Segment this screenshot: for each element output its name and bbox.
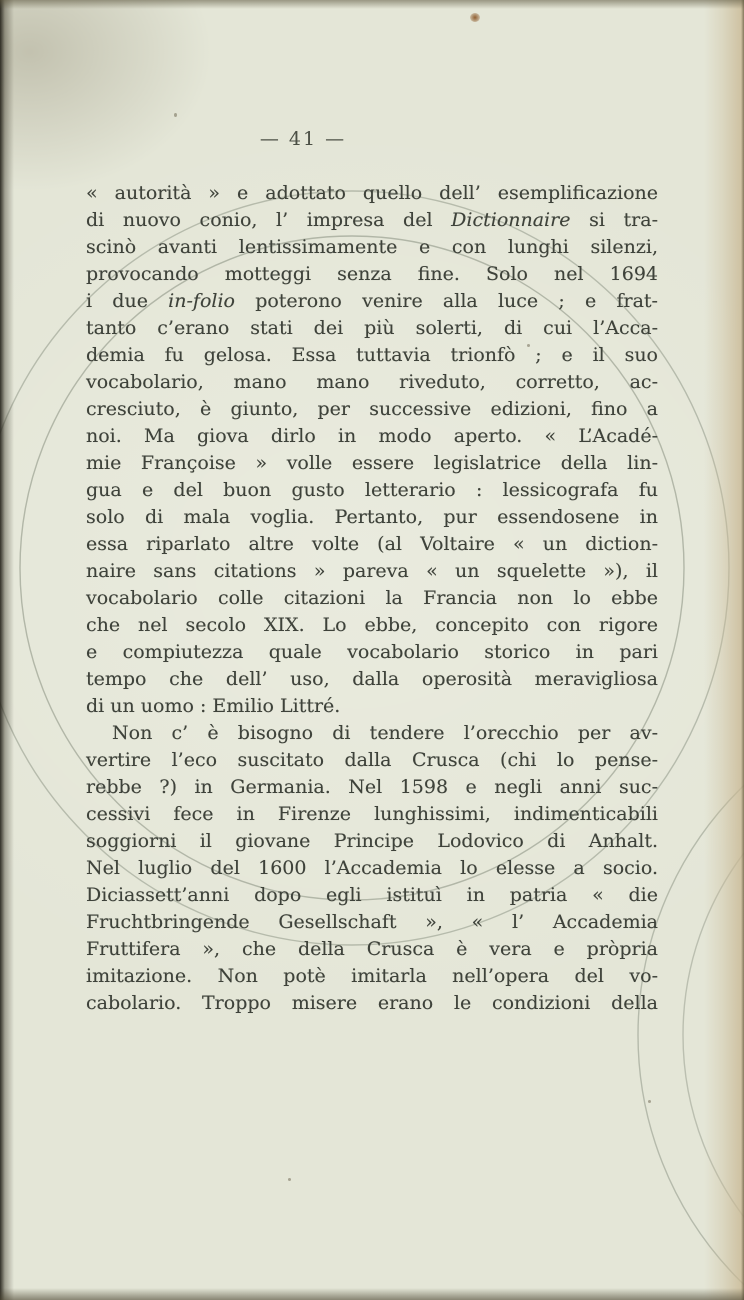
text-segment: si tra- xyxy=(570,209,658,231)
text-line xyxy=(86,639,658,666)
text-line xyxy=(86,963,658,990)
text-segment: e compiutezza quale vocabolario storico in pari xyxy=(86,641,658,663)
text-segment: imitazione. Non potè imitarla nell’opera del vo- xyxy=(86,965,658,987)
text-line xyxy=(86,828,658,855)
text-segment: Non c’ è bisogno di tendere l’orecchio per av- xyxy=(112,722,658,744)
text-line xyxy=(86,666,658,693)
paper-speck xyxy=(648,1100,651,1103)
page-number: — 41 — xyxy=(259,128,347,150)
text-line xyxy=(86,261,658,288)
text-line xyxy=(86,774,658,801)
text-segment: cessivi fece in Firenze lunghissimi, indimenticabili xyxy=(86,803,658,825)
text-line xyxy=(86,585,658,612)
text-line xyxy=(86,207,658,234)
text-line xyxy=(86,369,658,396)
italic-text-segment: in-folio xyxy=(168,290,235,312)
text-line xyxy=(86,801,658,828)
text-line xyxy=(86,180,658,207)
text-segment: vertire l’eco suscitato dalla Crusca (chi lo pense- xyxy=(86,749,658,771)
text-segment: demia fu gelosa. Essa tuttavia trionfò ; e il suo xyxy=(86,344,658,366)
text-line xyxy=(86,342,658,369)
text-segment: di nuovo conio, l’ impresa del xyxy=(86,209,452,231)
text-line xyxy=(86,612,658,639)
text-line xyxy=(86,477,658,504)
text-line xyxy=(86,315,658,342)
text-segment: essa riparlato altre volte (al Voltaire « un diction- xyxy=(86,533,658,555)
text-line xyxy=(86,747,658,774)
text-segment: i due xyxy=(86,290,169,312)
text-line xyxy=(86,396,658,423)
text-line xyxy=(86,288,658,315)
text-segment: cabolario. Troppo misere erano le condizioni della xyxy=(86,992,658,1014)
text-line xyxy=(86,693,658,720)
text-segment: tanto c’erano stati dei più solerti, di cui l’Acca- xyxy=(86,317,658,339)
paper-speck xyxy=(288,1178,291,1181)
text-segment: Diciassett’anni dopo egli istituì in patria « die xyxy=(86,884,658,906)
text-segment: Fruchtbringende Gesellschaft », « l’ Accademia xyxy=(86,911,658,933)
text-line xyxy=(86,936,658,963)
text-segment: scinò avanti lentissimamente e con lunghi silenzi, xyxy=(86,236,658,258)
text-segment: di un uomo : Emilio Littré. xyxy=(86,695,341,717)
page-edge-left xyxy=(0,0,14,1300)
text-line xyxy=(86,558,658,585)
text-line xyxy=(86,504,658,531)
text-line xyxy=(86,882,658,909)
text-line xyxy=(86,855,658,882)
paper-speck xyxy=(527,344,530,347)
paper-speck xyxy=(174,113,177,117)
foxing-spot xyxy=(470,13,480,22)
italic-text-segment: Dictionnaire xyxy=(451,209,571,231)
text-segment: cresciuto, è giunto, per successive edizioni, fino a xyxy=(86,398,658,420)
text-line xyxy=(86,720,658,747)
text-segment: Nel luglio del 1600 l’Accademia lo elesse a socio. xyxy=(86,857,658,879)
page-edge-right xyxy=(704,0,744,1300)
text-segment: naire sans citations » pareva « un squelette »), il xyxy=(86,560,658,582)
text-segment: « autorità » e adottato quello dell’ esemplificazione xyxy=(86,182,658,204)
text-segment: solo di mala voglia. Pertanto, pur essendosene in xyxy=(86,506,658,528)
text-segment: noi. Ma giova dirlo in modo aperto. « L’Acadé- xyxy=(86,425,658,447)
page-edge-bottom xyxy=(0,1288,744,1300)
text-segment: provocando motteggi senza fine. Solo nel 1694 xyxy=(86,263,658,285)
text-segment: tempo che dell’ uso, dalla operosità meravigliosa xyxy=(86,668,658,690)
text-segment: rebbe ?) in Germania. Nel 1598 e negli anni suc- xyxy=(86,776,658,798)
text-segment: poterono venire alla luce ; e frat- xyxy=(234,290,658,312)
text-segment: gua e del buon gusto letterario : lessicografa fu xyxy=(86,479,658,501)
page-text xyxy=(86,180,658,1017)
text-line xyxy=(86,234,658,261)
text-segment: soggiorni il giovane Principe Lodovico di Anhalt. xyxy=(86,830,658,852)
text-line xyxy=(86,531,658,558)
text-line xyxy=(86,450,658,477)
page-edge-top xyxy=(0,0,744,9)
text-segment: che nel secolo XIX. Lo ebbe, concepito con rigore xyxy=(86,614,658,636)
text-segment: Fruttifera », che della Crusca è vera e pròpria xyxy=(86,938,658,960)
text-segment: vocabolario colle citazioni la Francia non lo ebbe xyxy=(86,587,658,609)
text-line xyxy=(86,423,658,450)
text-line xyxy=(86,990,658,1017)
text-segment: vocabolario, mano mano riveduto, corretto, ac- xyxy=(86,371,658,393)
text-line xyxy=(86,909,658,936)
text-segment: mie Françoise » volle essere legislatrice della lin- xyxy=(86,452,658,474)
